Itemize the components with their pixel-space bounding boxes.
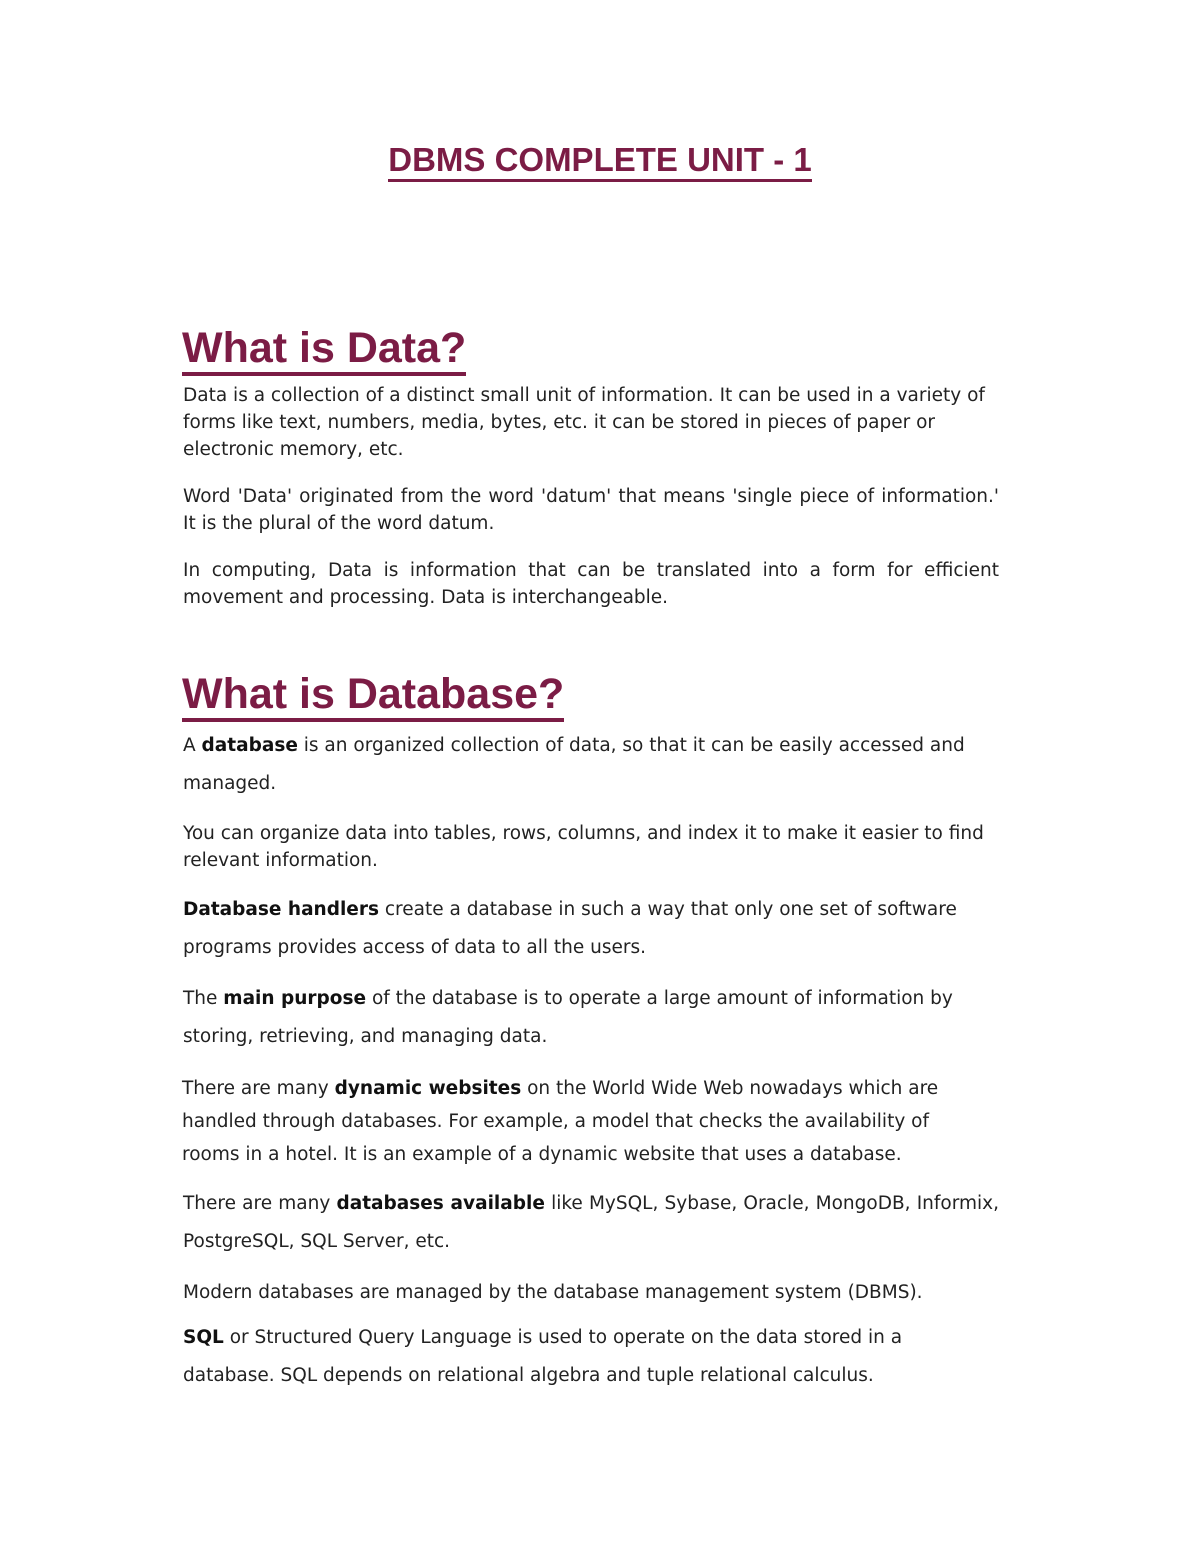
heading-what-is-database: What is Database? (182, 668, 564, 720)
database-definition-paragraph: A database is an organized collection of data, so that it can be easily accessed and managed. (183, 735, 965, 794)
database-handlers-paragraph: Database handlers create a database in such a way that only one set of software programs provides access of data to all the users. (183, 899, 957, 958)
data-definition-paragraph: Data is a collection of a distinct small unit of information. It can be used in a variety of forms like text, numbers, media, bytes, etc. it can be stored in pieces of paper or electronic memory, etc. (183, 385, 985, 460)
datum-origin-paragraph: Word 'Data' originated from the word 'datum' that means 'single piece of information.' It is the plural of the word datum. (183, 486, 999, 534)
dynamic-websites-paragraph: There are many dynamic websites on the World Wide Web nowadays which are handled through databases. For example, a model that checks the availability of rooms in a hotel. It is an example of a dynamic website that uses a database. (182, 1078, 939, 1165)
organize-data-paragraph: You can organize data into tables, rows, columns, and index it to make it easier to find relevant information. (183, 823, 984, 871)
document-title: DBMS COMPLETE UNIT - 1 (0, 138, 1200, 182)
sql-paragraph: SQL or Structured Query Language is used to operate on the data stored in a database. SQL depends on relational algebra and tuple relational calculus. (183, 1327, 903, 1386)
heading-what-is-data: What is Data? (182, 322, 466, 374)
computing-data-paragraph: In computing, Data is information that can be translated into a form for efficient movement and processing. Data is interchangeable. (183, 560, 999, 608)
modern-databases-paragraph: Modern databases are managed by the database management system (DBMS). (183, 1282, 923, 1303)
main-purpose-paragraph: The main purpose of the database is to operate a large amount of information by storing, retrieving, and managing data. (183, 988, 953, 1047)
databases-available-paragraph: There are many databases available like MySQL, Sybase, Oracle, MongoDB, Informix, PostgreSQL, SQL Server, etc. (183, 1193, 999, 1252)
